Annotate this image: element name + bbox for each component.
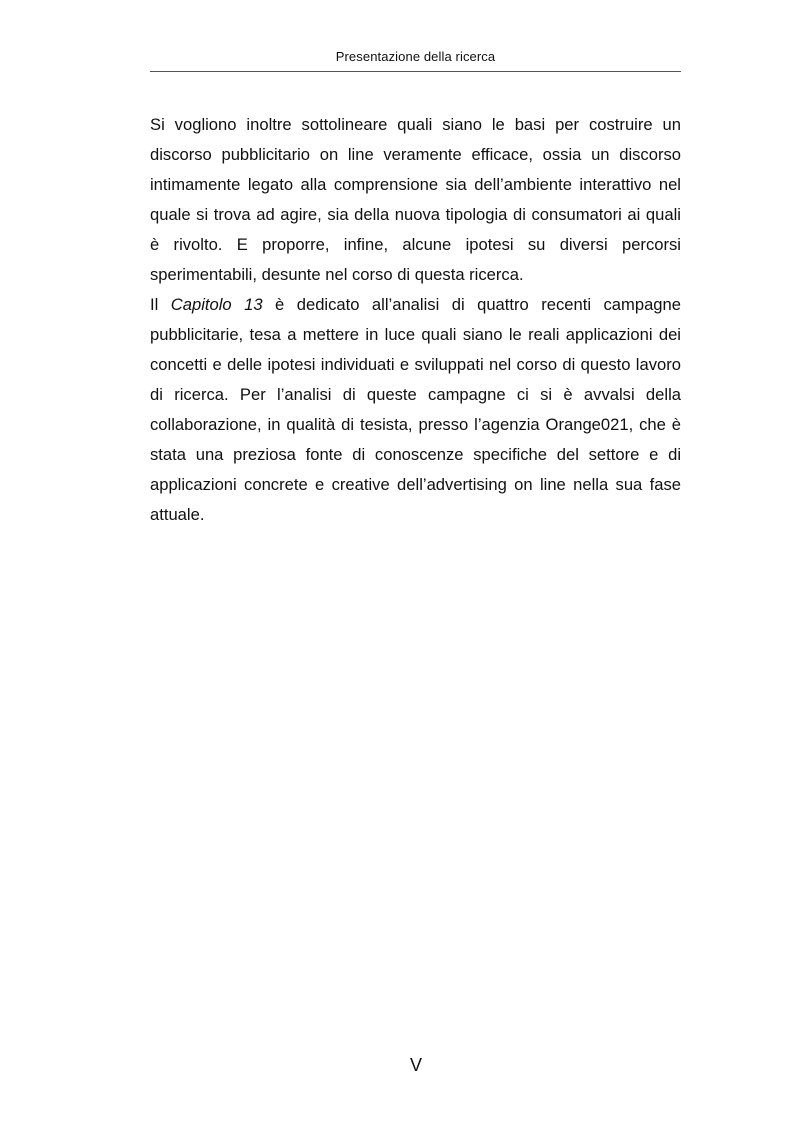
paragraph-1: Si vogliono inoltre sottolineare quali siano le basi per costruire un discorso pubblicitario on line veramente efficace, ossia un discorso intimamente legato alla comprensione sia dell’ambiente interattivo nel quale si trova ad agire, sia della nuova tipologia di consumatori ai quali è rivolto. E proporre, infine, alcune ipotesi su diversi percorsi sperimentabili, desunte nel corso di questa ricerca. (150, 115, 681, 284)
chapter-reference: Capitolo 13 (170, 295, 263, 314)
paragraph-2-rest: è dedicato all’analisi di quattro recenti campagne pubblicitarie, tesa a mettere in luce quali siano le reali applicazioni dei concetti e delle ipotesi individuati e sviluppati nel corso di questo lavoro di ricerca. Per l’analisi di queste campagne ci si è avvalsi della collaborazione, in qualità di tesista, presso l’agenzia Orange021, che è stata una preziosa fonte di conoscenze specifiche del settore e di applicazioni concrete e creative dell’advertising on line nella sua fase attuale. (150, 295, 681, 524)
paragraph-2 (150, 290, 681, 530)
paragraph-2-lead: Il (150, 295, 171, 314)
body-text (150, 110, 681, 530)
header-divider (150, 71, 681, 72)
running-header: Presentazione della ricerca (335, 49, 496, 64)
page-number: V (409, 1055, 422, 1075)
